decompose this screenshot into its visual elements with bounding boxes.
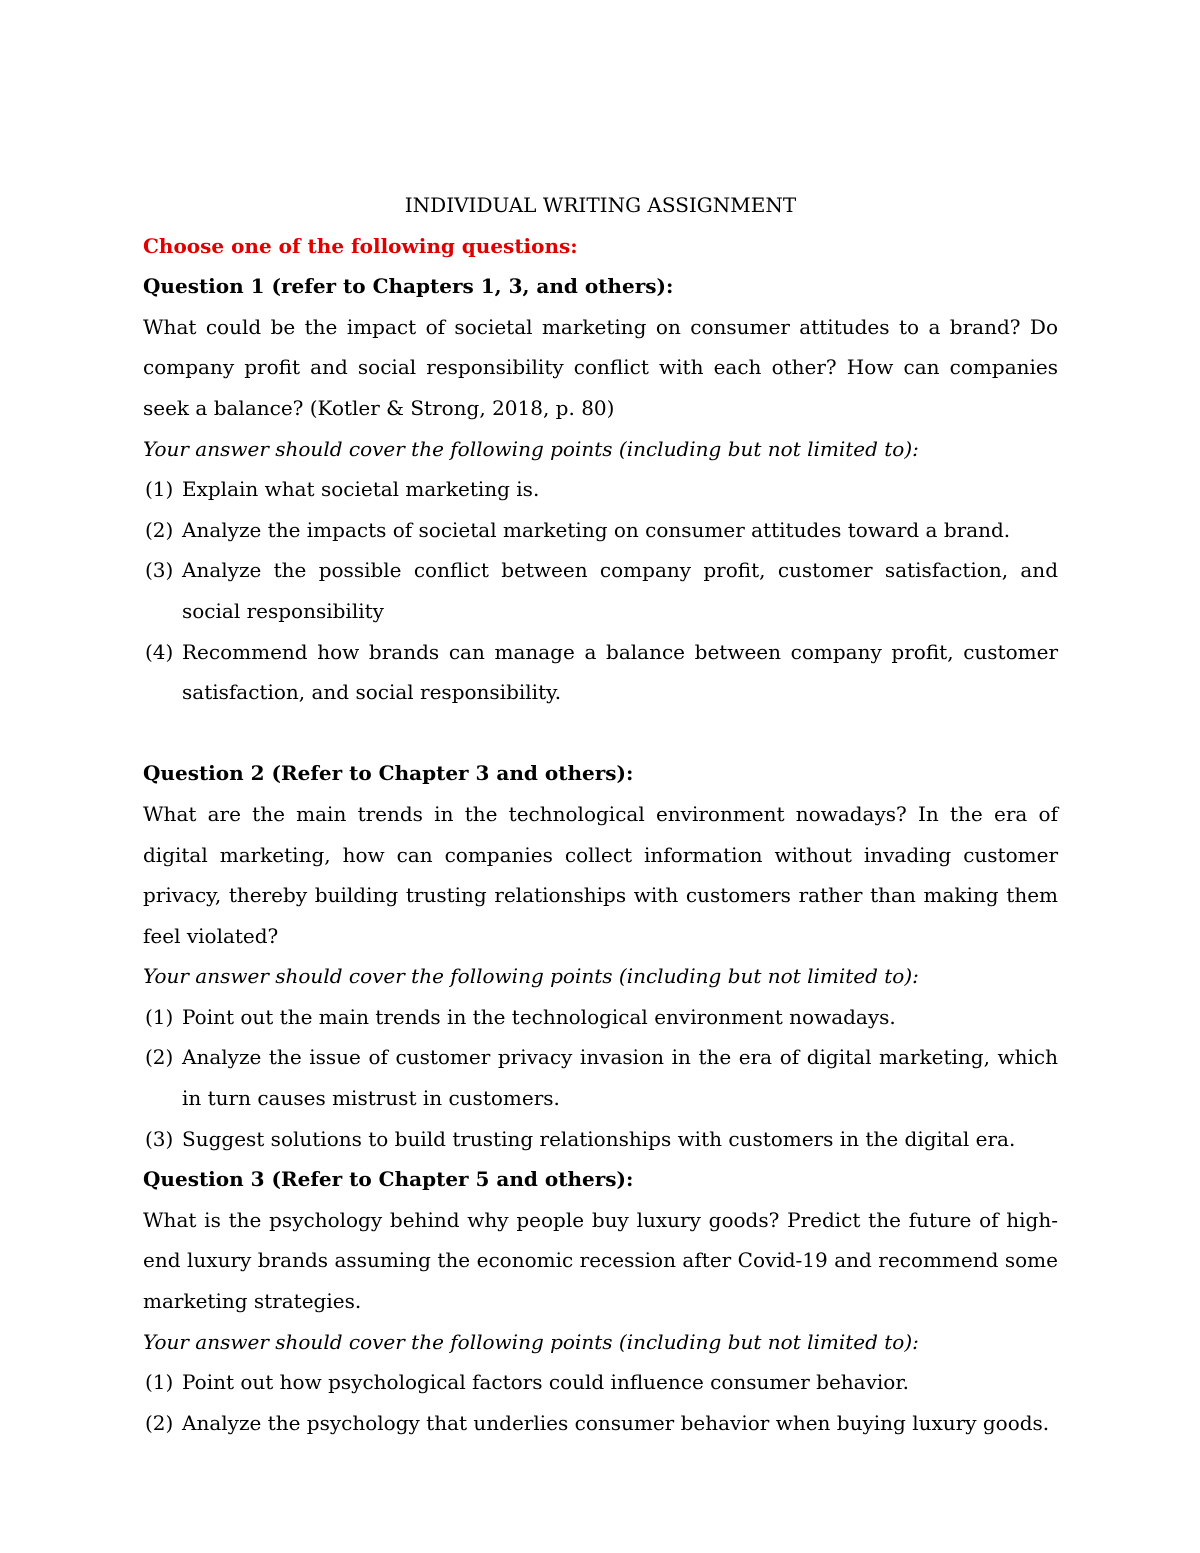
point-text: Analyze the issue of customer privacy invasion in the era of digital marketing, which in turn causes mistrust in customers. bbox=[182, 1045, 1058, 1111]
point-item bbox=[143, 632, 1058, 713]
point-text: Analyze the psychology that underlies consumer behavior when buying luxury goods. bbox=[182, 1410, 1050, 1435]
point-item bbox=[143, 997, 1058, 1038]
point-number: (3) bbox=[145, 1126, 174, 1151]
document-page bbox=[143, 185, 1058, 1443]
point-number: (3) bbox=[145, 558, 174, 583]
question-heading: Question 1 (refer to Chapters 1, 3, and others): bbox=[143, 274, 674, 299]
points-list bbox=[143, 997, 1058, 1159]
point-text: Suggest solutions to build trusting relationships with customers in the digital era. bbox=[182, 1126, 1016, 1151]
question-3 bbox=[143, 1159, 1058, 1443]
question-prompt: What are the main trends in the technological environment nowadays? In the era of digital marketing, how can companies collect information without invading customer privacy, thereby building trusting relationships with customers rather than making them feel violated? bbox=[143, 801, 1058, 948]
point-text: Explain what societal marketing is. bbox=[182, 477, 540, 502]
document-title: INDIVIDUAL WRITING ASSIGNMENT bbox=[404, 193, 797, 217]
question-prompt: What could be the impact of societal marketing on consumer attitudes to a brand? Do company profit and social responsibility conflict with each other? How can companies seek a balance? (Kotler & Strong, 2018, p. 80) bbox=[143, 314, 1058, 420]
point-item bbox=[143, 469, 1058, 510]
point-text: Point out how psychological factors could influence consumer behavior. bbox=[182, 1370, 910, 1395]
cover-note: Your answer should cover the following points (including but not limited to): bbox=[143, 436, 919, 461]
question-1 bbox=[143, 266, 1058, 713]
choose-instruction: Choose one of the following questions: bbox=[143, 233, 578, 258]
point-item bbox=[143, 1403, 1058, 1444]
cover-note: Your answer should cover the following points (including but not limited to): bbox=[143, 964, 919, 989]
points-list bbox=[143, 1362, 1058, 1443]
question-prompt: What is the psychology behind why people buy luxury goods? Predict the future of high-end luxury brands assuming the economic recession after Covid-19 and recommend some marketing strategies. bbox=[143, 1207, 1058, 1314]
point-item bbox=[143, 510, 1058, 551]
point-text: Analyze the possible conflict between company profit, customer satisfaction, and social responsibility bbox=[182, 558, 1058, 623]
point-item bbox=[143, 1037, 1058, 1118]
point-text: Recommend how brands can manage a balance between company profit, customer satisfaction, and social responsibility. bbox=[182, 639, 1058, 705]
point-number: (4) bbox=[145, 639, 174, 664]
section-spacer bbox=[143, 713, 1058, 754]
point-item bbox=[143, 1119, 1058, 1160]
point-number: (2) bbox=[145, 517, 174, 542]
point-item bbox=[143, 550, 1058, 631]
point-item bbox=[143, 1362, 1058, 1403]
point-number: (1) bbox=[145, 1370, 174, 1395]
point-number: (2) bbox=[145, 1045, 174, 1070]
point-text: Analyze the impacts of societal marketing on consumer attitudes toward a brand. bbox=[182, 517, 1011, 542]
question-heading: Question 2 (Refer to Chapter 3 and others): bbox=[143, 761, 634, 786]
cover-note: Your answer should cover the following points (including but not limited to): bbox=[143, 1329, 919, 1354]
point-number: (2) bbox=[145, 1410, 174, 1435]
point-text: Point out the main trends in the technological environment nowadays. bbox=[182, 1004, 896, 1029]
points-list bbox=[143, 469, 1058, 713]
question-2 bbox=[143, 753, 1058, 1159]
point-number: (1) bbox=[145, 477, 174, 502]
question-heading: Question 3 (Refer to Chapter 5 and others): bbox=[143, 1167, 634, 1192]
point-number: (1) bbox=[145, 1004, 174, 1029]
